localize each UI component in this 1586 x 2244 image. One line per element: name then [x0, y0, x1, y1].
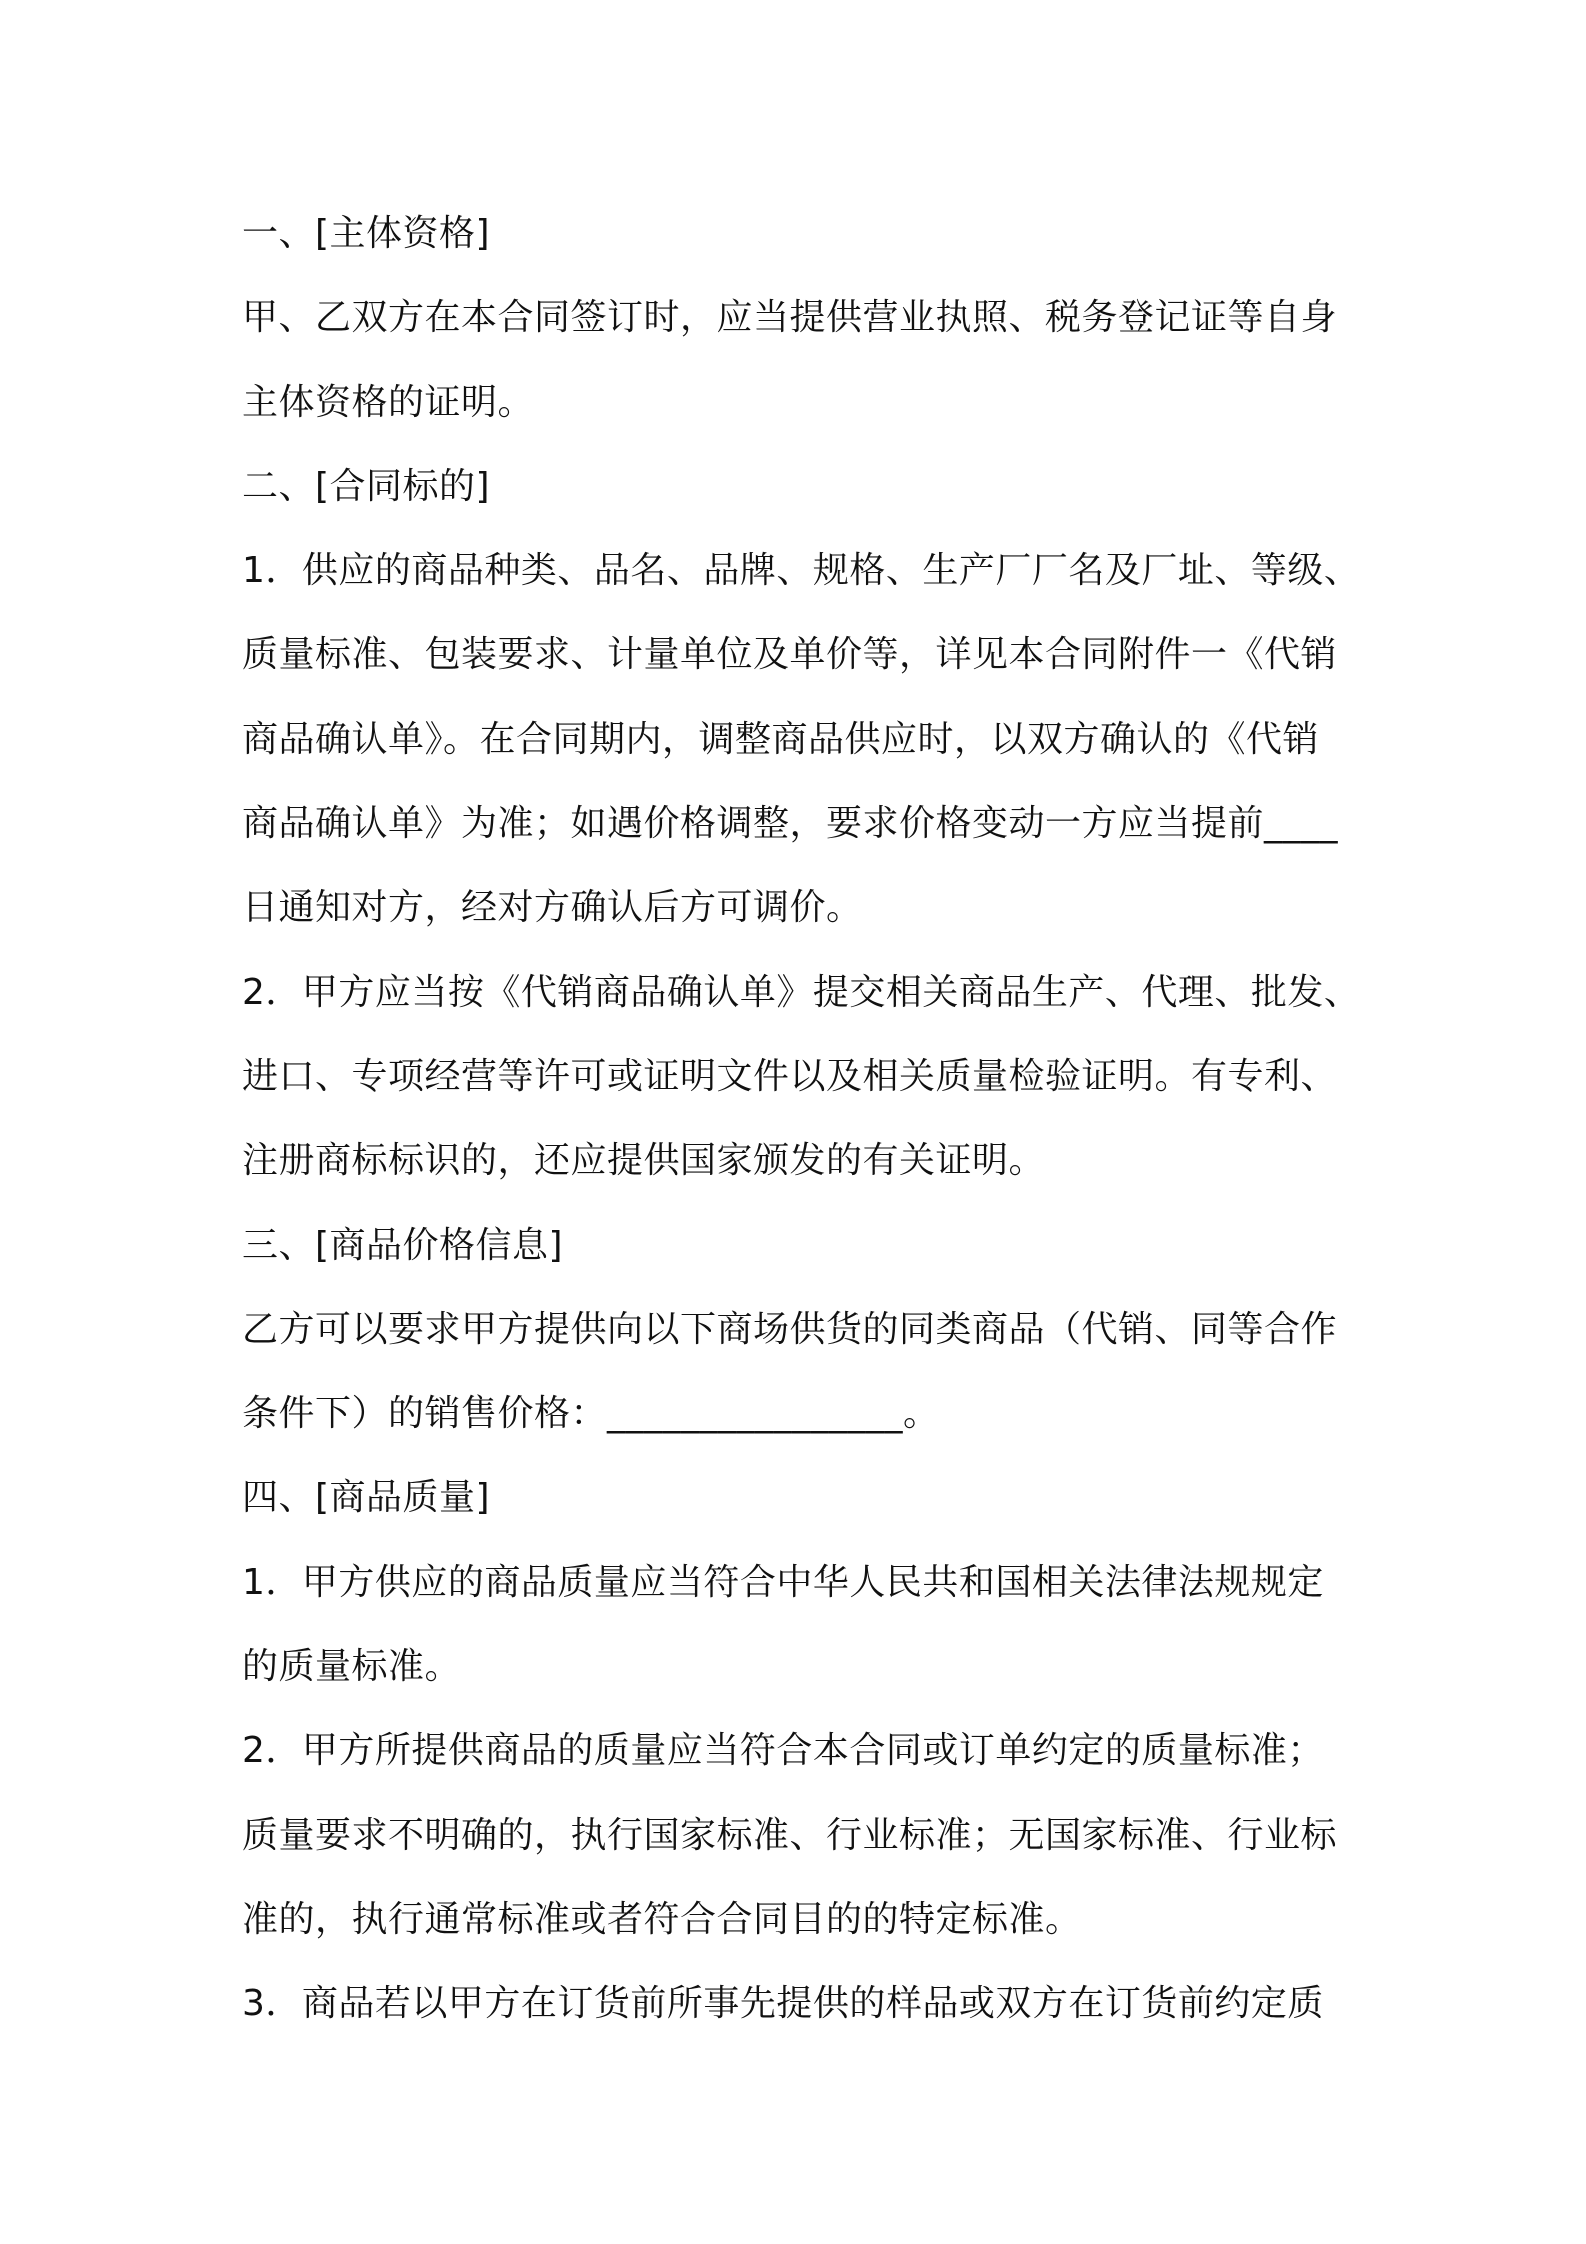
- paragraph-line: 进口、专项经营等许可或证明文件以及相关质量检验证明。有专利、: [242, 1055, 1338, 1097]
- section-heading-quality: 四、[商品质量]: [242, 1477, 491, 1519]
- paragraph-line: 3．商品若以甲方在订货前所事先提供的样品或双方在订货前约定质: [242, 1983, 1324, 2025]
- paragraph-line: 商品确认单》为准；如遇价格调整，要求价格变动一方应当提前____: [242, 803, 1339, 845]
- paragraph-line: 甲、乙双方在本合同签订时，应当提供营业执照、税务登记证等自身: [242, 297, 1338, 339]
- paragraph-line: 1．甲方供应的商品质量应当符合中华人民共和国相关法律法规规定: [242, 1561, 1324, 1603]
- paragraph-line: 准的，执行通常标准或者符合合同目的的特定标准。: [242, 1898, 1082, 1940]
- paragraph-line: 质量标准、包装要求、计量单位及单价等，详见本合同附件一《代销: [242, 634, 1338, 676]
- paragraph-line: 2．甲方所提供商品的质量应当符合本合同或订单约定的质量标准；: [242, 1730, 1324, 1772]
- section-heading-contract-subject: 二、[合同标的]: [242, 465, 491, 507]
- paragraph-line: 主体资格的证明。: [242, 381, 535, 423]
- paragraph-line: 1．供应的商品种类、品名、品牌、规格、生产厂厂名及厂址、等级、: [242, 550, 1361, 592]
- paragraph-line: 2．甲方应当按《代销商品确认单》提交相关商品生产、代理、批发、: [242, 971, 1361, 1013]
- paragraph-line: 乙方可以要求甲方提供向以下商场供货的同类商品（代销、同等合作: [242, 1308, 1338, 1350]
- paragraph-line: 商品确认单》。在合同期内，调整商品供应时，以双方确认的《代销: [242, 718, 1320, 760]
- section-heading-price-info: 三、[商品价格信息]: [242, 1224, 564, 1266]
- paragraph-line: 的质量标准。: [242, 1646, 462, 1688]
- section-heading-qualification: 一、[主体资格]: [242, 213, 491, 254]
- paragraph-line: 质量要求不明确的，执行国家标准、行业标准；无国家标准、行业标: [242, 1814, 1338, 1856]
- document-body: [242, 192, 1372, 2047]
- paragraph-line: 日通知对方，经对方确认后方可调价。: [242, 887, 863, 929]
- paragraph-line: 注册商标标识的，还应提供国家颁发的有关证明。: [242, 1140, 1046, 1182]
- paragraph-line: 条件下）的销售价格：________________。: [242, 1393, 940, 1435]
